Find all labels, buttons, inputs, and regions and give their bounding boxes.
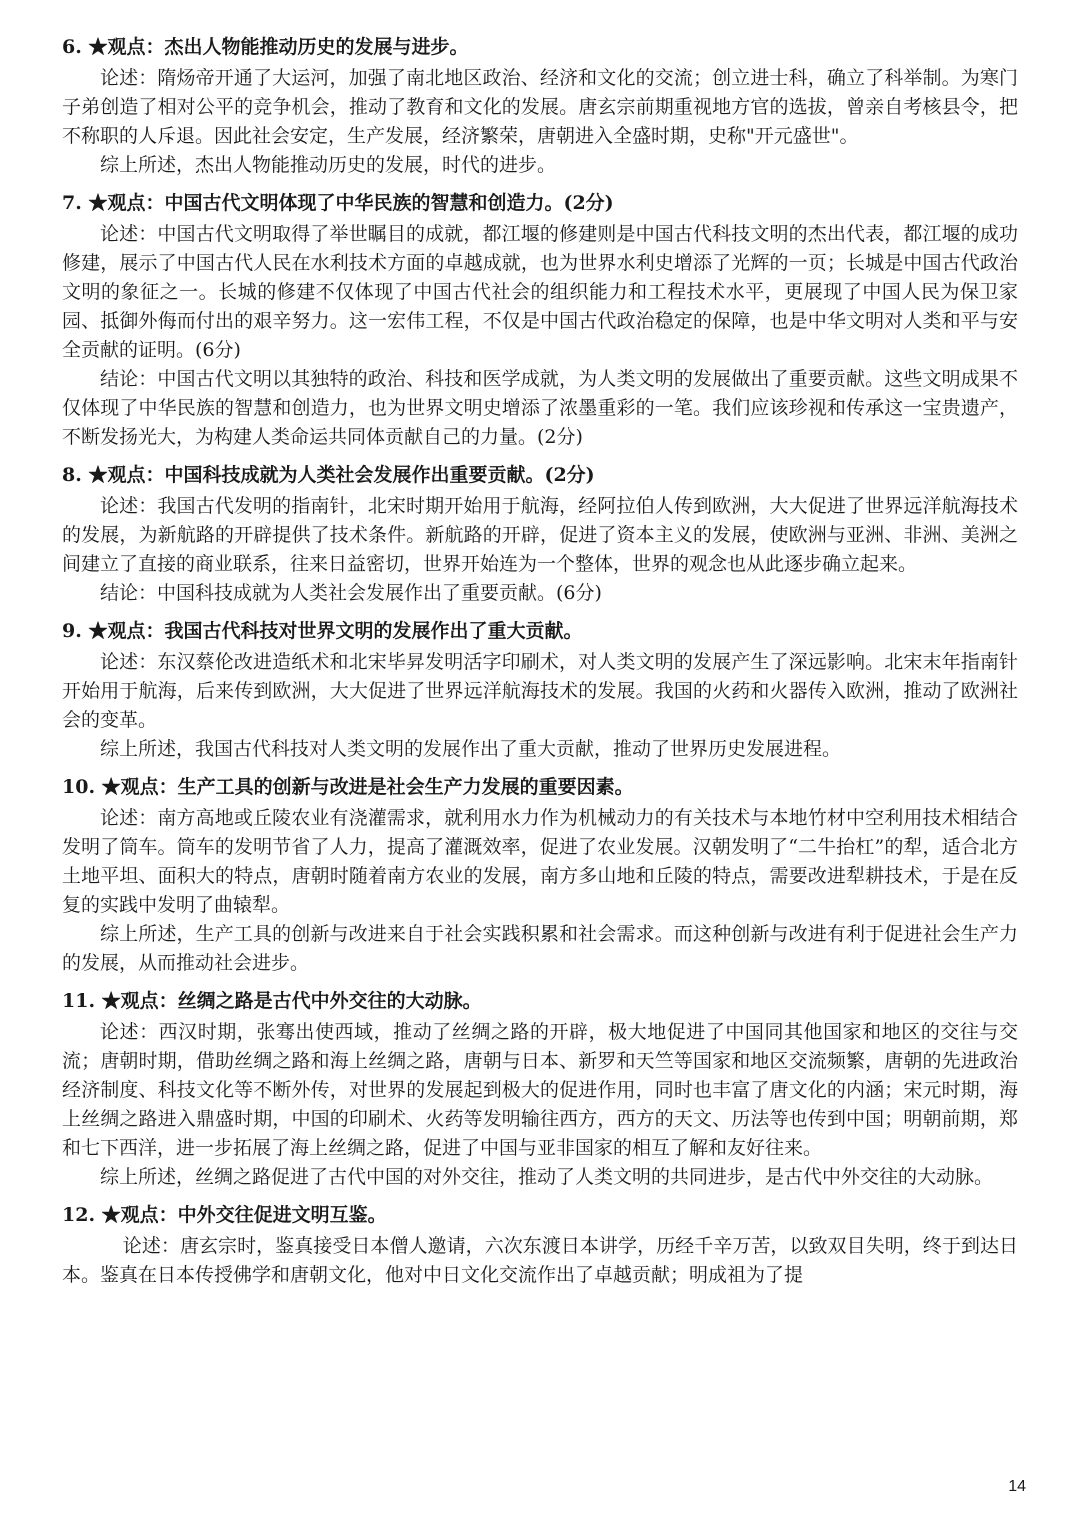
- section-heading: 9. ★观点：我国古代科技对世界文明的发展作出了重大贡献。: [62, 620, 583, 642]
- section-6: [62, 32, 1018, 180]
- section-9: [62, 616, 1018, 764]
- paragraph: 结论：中国科技成就为人类社会发展作出了重要贡献。(6分): [100, 582, 602, 604]
- section-heading: 6. ★观点：杰出人物能推动历史的发展与进步。: [62, 36, 469, 58]
- paragraph: 论述：隋炀帝开通了大运河，加强了南北地区政治、经济和文化的交流；创立进士科，确立了科举制。为寒门子弟创造了相对公平的竞争机会，推动了教育和文化的发展。唐玄宗前期重视地方官的选拔，曾亲自考核县令，把不称职的人斥退。因此社会安定，生产发展，经济繁荣，唐朝进入全盛时期，史称"开元盛世"。: [62, 67, 1018, 147]
- paragraph: 论述：中国古代文明取得了举世瞩目的成就，都江堰的修建则是中国古代科技文明的杰出代表，都江堰的成功修建，展示了中国古代人民在水利技术方面的卓越成就，也为世界水利史增添了光辉的一页；长城是中国古代政治文明的象征之一。长城的修建不仅体现了中国古代社会的组织能力和工程技术水平，更展现了中国人民为保卫家园、抵御外侮而付出的艰辛努力。这一宏伟工程，不仅是中国古代政治稳定的保障，也是中华文明对人类和平与安全贡献的证明。(6分): [62, 223, 1018, 361]
- paragraph: 论述：我国古代发明的指南针，北宋时期开始用于航海，经阿拉伯人传到欧洲，大大促进了世界远洋航海技术的发展，为新航路的开辟提供了技术条件。新航路的开辟，促进了资本主义的发展，使欧洲与亚洲、非洲、美洲之间建立了直接的商业联系，往来日益密切，世界开始连为一个整体，世界的观念也从此逐步确立起来。: [62, 495, 1018, 575]
- paragraph: 综上所述，生产工具的创新与改进来自于社会实践积累和社会需求。而这种创新与改进有利于促进社会生产力的发展，从而推动社会进步。: [62, 923, 1018, 974]
- paragraph: 综上所述，我国古代科技对人类文明的发展作出了重大贡献，推动了世界历史发展进程。: [100, 738, 842, 760]
- section-heading: 12. ★观点：中外交往促进文明互鉴。: [62, 1204, 387, 1226]
- page-number: 14: [1008, 1478, 1026, 1495]
- paragraph: 论述：东汉蔡伦改进造纸术和北宋毕昇发明活字印刷术，对人类文明的发展产生了深远影响。北宋末年指南针开始用于航海，后来传到欧洲，大大促进了世界远洋航海技术的发展。我国的火药和火器传入欧洲，推动了欧洲社会的变革。: [62, 651, 1018, 731]
- section-10: [62, 772, 1018, 978]
- paragraph: 论述：西汉时期，张骞出使西域，推动了丝绸之路的开辟，极大地促进了中国同其他国家和地区的交往与交流；唐朝时期，借助丝绸之路和海上丝绸之路，唐朝与日本、新罗和天竺等国家和地区交流频繁，唐朝的先进政治经济制度、科技文化等不断外传，对世界的发展起到极大的促进作用，同时也丰富了唐文化的内涵；宋元时期，海上丝绸之路进入鼎盛时期，中国的印刷术、火药等发明输往西方，西方的天文、历法等也传到中国；明朝前期，郑和七下西洋，进一步拓展了海上丝绸之路，促进了中国与亚非国家的相互了解和友好往来。: [62, 1021, 1018, 1159]
- paragraph: 综上所述，丝绸之路促进了古代中国的对外交往，推动了人类文明的共同进步，是古代中外交往的大动脉。: [100, 1166, 994, 1188]
- paragraph: 结论：中国古代文明以其独特的政治、科技和医学成就，为人类文明的发展做出了重要贡献。这些文明成果不仅体现了中华民族的智慧和创造力，也为世界文明史增添了浓墨重彩的一笔。我们应该珍视和传承这一宝贵遗产，不断发扬光大，为构建人类命运共同体贡献自己的力量。(2分): [62, 368, 1018, 448]
- section-heading: 7. ★观点：中国古代文明体现了中华民族的智慧和创造力。(2分): [62, 192, 614, 214]
- section-heading: 10. ★观点：生产工具的创新与改进是社会生产力发展的重要因素。: [62, 776, 634, 798]
- paragraph: 论述：唐玄宗时，鉴真接受日本僧人邀请，六次东渡日本讲学，历经千辛万苦，以致双目失明，终于到达日本。鉴真在日本传授佛学和唐朝文化，他对中日文化交流作出了卓越贡献；明成祖为了提: [62, 1235, 1018, 1286]
- section-7: [62, 188, 1018, 452]
- paragraph: 综上所述，杰出人物能推动历史的发展，时代的进步。: [100, 154, 557, 176]
- section-11: [62, 986, 1018, 1192]
- paragraph: 论述：南方高地或丘陵农业有浇灌需求，就利用水力作为机械动力的有关技术与本地竹材中空利用技术相结合发明了筒车。筒车的发明节省了人力，提高了灌溉效率，促进了农业发展。汉朝发明了“二牛抬杠”的犁，适合北方土地平坦、面积大的特点，唐朝时随着南方农业的发展，南方多山地和丘陵的特点，需要改进犁耕技术，于是在反复的实践中发明了曲辕犁。: [62, 807, 1018, 916]
- document-page: [62, 32, 1018, 1298]
- section-8: [62, 460, 1018, 608]
- section-heading: 11. ★观点：丝绸之路是古代中外交往的大动脉。: [62, 990, 482, 1012]
- section-12: [62, 1200, 1018, 1290]
- section-heading: 8. ★观点：中国科技成就为人类社会发展作出重要贡献。(2分): [62, 464, 595, 486]
